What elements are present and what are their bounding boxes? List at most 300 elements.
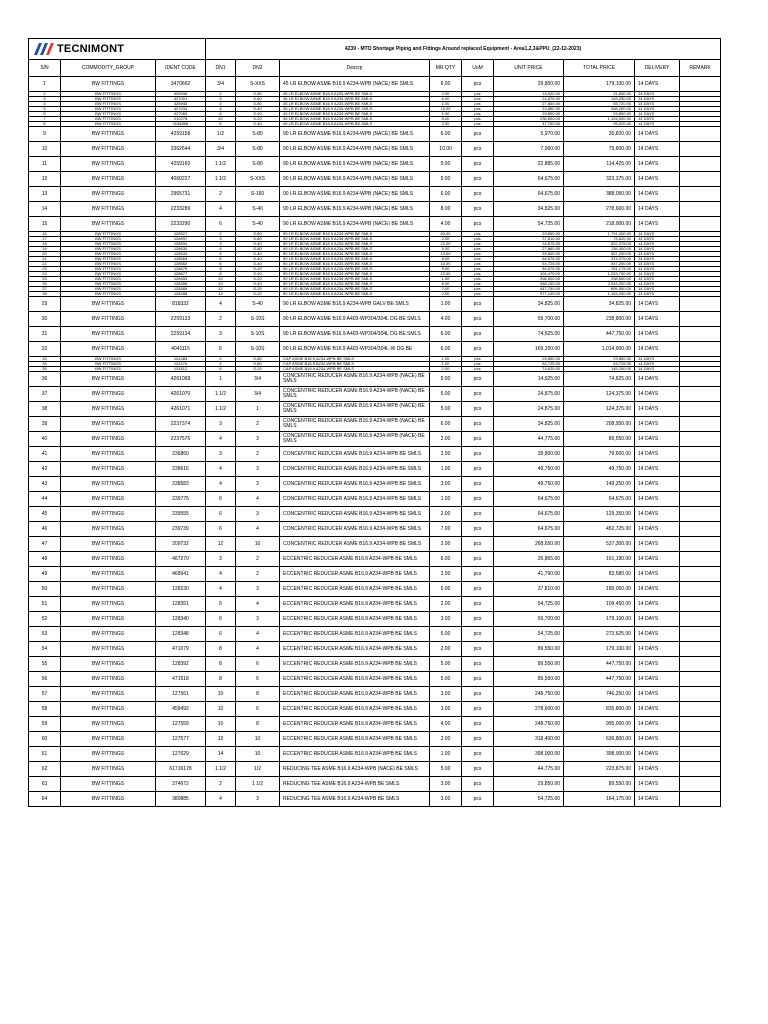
cell-delivery: 14 DAYS (635, 122, 680, 127)
cell-dn2: S-80 (236, 357, 280, 362)
cell-unit-price: 27,860.00 (494, 102, 564, 107)
cell-uom: pcs (462, 127, 494, 142)
col-header-unit-price: UNIT PRICE (494, 60, 564, 77)
table-row (29, 447, 721, 462)
cell-ident-code: 4060227 (156, 172, 206, 187)
cell-delivery: 14 DAYS (635, 642, 680, 657)
cell-delivery: 14 DAYS (635, 362, 680, 367)
cell-dn1: 4 (206, 582, 236, 597)
cell-description: 90 LR ELBOW ASME B16.9 A403-WP304/304L DG BE SMLS (280, 327, 430, 342)
cell-dn1: 10 (206, 117, 236, 122)
cell-mr-qty: 6.00 (430, 552, 462, 567)
cell-mr-qty: 6.00 (430, 342, 462, 357)
table-row (29, 702, 721, 717)
cell-uom: pcs (462, 297, 494, 312)
cell-description: 45 LR ELBOW ASME B16.9 A234-WPB BE SMLS (280, 112, 430, 117)
cell-remark (680, 657, 721, 672)
cell-mr-qty: 5.00 (430, 672, 462, 687)
cell-mr-qty: 5.00 (430, 762, 462, 777)
cell-total-price: 557,200.00 (564, 252, 635, 257)
cell-ident-code: 128230 (156, 582, 206, 597)
cell-sn: 63 (29, 777, 61, 792)
table-row (29, 687, 721, 702)
cell-delivery: 14 DAYS (635, 552, 680, 567)
col-header-ident-code: IDENT CODE (156, 60, 206, 77)
col-header-mr-qty: MR QTY (430, 60, 462, 77)
cell-total-price: 34,825.00 (564, 297, 635, 312)
cell-mr-qty: 2.00 (430, 447, 462, 462)
cell-delivery: 14 DAYS (635, 367, 680, 372)
cell-delivery: 14 DAYS (635, 157, 680, 172)
table-row (29, 627, 721, 642)
cell-ident-code: 2233289 (156, 202, 206, 217)
cell-commodity-group: BW FITTINGS (61, 612, 156, 627)
cell-description: 90 LR ELBOW ASME B16.9 A234-WPB BE SMLS (280, 292, 430, 297)
cell-uom: pcs (462, 172, 494, 187)
cell-mr-qty: 2.00 (430, 432, 462, 447)
cell-dn1: 8 (206, 642, 236, 657)
cell-total-price: 447,750.00 (564, 327, 635, 342)
cell-remark (680, 127, 721, 142)
cell-sn: 31 (29, 327, 61, 342)
cell-uom: pcs (462, 342, 494, 357)
cell-total-price: 161,190.00 (564, 552, 635, 567)
table-row (29, 217, 721, 232)
cell-delivery: 14 DAYS (635, 597, 680, 612)
cell-delivery: 14 DAYS (635, 77, 680, 92)
cell-unit-price: 29,850.00 (494, 112, 564, 117)
cell-description: CONCENTRIC REDUCER ASME B16.9 A234-WPB (NACE) BE SMLS (280, 417, 430, 432)
cell-description: ECCENTRIC REDUCER ASME B16.9 A234-WPB BE SMLS (280, 687, 430, 702)
cell-uom: pcs (462, 372, 494, 387)
cell-unit-price: 54,725.00 (494, 217, 564, 232)
cell-dn2: S-80 (236, 232, 280, 237)
cell-mr-qty: 2.00 (430, 642, 462, 657)
cell-delivery: 14 DAYS (635, 387, 680, 402)
cell-total-price: 1,791,000.00 (564, 232, 635, 237)
table-row (29, 567, 721, 582)
cell-dn1: 10 (206, 717, 236, 732)
cell-ident-code: 427001 (156, 97, 206, 102)
cell-dn1: 8 (206, 672, 236, 687)
cell-delivery: 14 DAYS (635, 142, 680, 157)
cell-mr-qty: 5.00 (430, 582, 462, 597)
cell-uom: pcs (462, 327, 494, 342)
cell-total-price: 238,800.00 (564, 312, 635, 327)
cell-commodity-group: BW FITTINGS (61, 417, 156, 432)
cell-uom: pcs (462, 552, 494, 567)
cell-uom: pcs (462, 277, 494, 282)
cell-commodity-group: BW FITTINGS (61, 217, 156, 232)
cell-ident-code: 128486 (156, 292, 206, 297)
table-row (29, 552, 721, 567)
cell-uom: pcs (462, 122, 494, 127)
cell-mr-qty: 5.00 (430, 247, 462, 252)
cell-total-price: 452,725.00 (564, 522, 635, 537)
cell-mr-qty: 5.00 (430, 257, 462, 262)
cell-mr-qty: 2.00 (430, 122, 462, 127)
cell-ident-code: 4261070 (156, 387, 206, 402)
cell-mr-qty: 1.00 (430, 492, 462, 507)
cell-commodity-group: BW FITTINGS (61, 357, 156, 362)
cell-remark (680, 447, 721, 462)
cell-uom: pcs (462, 367, 494, 372)
cell-mr-qty: 2.00 (430, 237, 462, 242)
cell-remark (680, 387, 721, 402)
cell-delivery: 14 DAYS (635, 272, 680, 277)
cell-sn: 64 (29, 792, 61, 807)
cell-delivery: 14 DAYS (635, 657, 680, 672)
cell-delivery: 14 DAYS (635, 252, 680, 257)
cell-unit-price: 14,925.00 (494, 372, 564, 387)
cell-unit-price: 104,475.00 (494, 272, 564, 277)
cell-commodity-group: BW FITTINGS (61, 157, 156, 172)
cell-sn: 62 (29, 762, 61, 777)
cell-description: REDUCING TEE ASME B16.9 A234-WPB (NACE) BE SMLS (280, 762, 430, 777)
cell-mr-qty: 6.00 (430, 187, 462, 202)
cell-remark (680, 792, 721, 807)
cell-commodity-group: BW FITTINGS (61, 477, 156, 492)
cell-ident-code: 127577 (156, 732, 206, 747)
cell-dn1: 3/4 (206, 142, 236, 157)
cell-dn2: 4 (236, 642, 280, 657)
cell-mr-qty: 1.00 (430, 277, 462, 282)
cell-description: 45 LR ELBOW ASME B16.9 A234-WPB (NACE) BE SMLS (280, 77, 430, 92)
cell-commodity-group: BW FITTINGS (61, 237, 156, 242)
cell-dn2: 3/4 (236, 387, 280, 402)
cell-description: 90 LR ELBOW ASME B16.9 A234-WPB (NACE) BE SMLS (280, 217, 430, 232)
cell-remark (680, 717, 721, 732)
cell-sn: 44 (29, 492, 61, 507)
cell-description: ECCENTRIC REDUCER ASME B16.9 A234-WPB BE SMLS (280, 582, 430, 597)
cell-ident-code: 2237374 (156, 417, 206, 432)
cell-uom: pcs (462, 747, 494, 762)
cell-dn1: 4 (206, 202, 236, 217)
cell-dn2: S-XXS (236, 172, 280, 187)
cell-sn: 17 (29, 237, 61, 242)
cell-dn2: 2 (236, 417, 280, 432)
cell-remark (680, 522, 721, 537)
cell-commodity-group: BW FITTINGS (61, 642, 156, 657)
cell-commodity-group: BW FITTINGS (61, 112, 156, 117)
cell-remark (680, 582, 721, 597)
cell-description: CONCENTRIC REDUCER ASME B16.9 A234-WPB BE SMLS (280, 477, 430, 492)
col-header-total-price: TOTAL PRICE (564, 60, 635, 77)
cell-mr-qty: 3.00 (430, 777, 462, 792)
cell-uom: pcs (462, 272, 494, 277)
cell-dn2: S-20 (236, 267, 280, 272)
cell-remark (680, 417, 721, 432)
cell-total-price: 31,840.00 (564, 92, 635, 97)
cell-description: 90 LR ELBOW ASME B16.9 A234-WPB BE SMLS (280, 257, 430, 262)
cell-unit-price: 37,810.00 (494, 582, 564, 597)
cell-ident-code: 2237576 (156, 432, 206, 447)
cell-dn1: 2 (206, 357, 236, 362)
cell-dn2: 8 (236, 687, 280, 702)
cell-ident-code: 128665 (156, 257, 206, 262)
cell-mr-qty: 1.00 (430, 747, 462, 762)
cell-dn2: 8 (236, 717, 280, 732)
cell-dn1: 10 (206, 687, 236, 702)
cell-total-price: 1,014,900.00 (564, 342, 635, 357)
cell-unit-price: 64,675.00 (494, 187, 564, 202)
cell-description: REDUCING TEE ASME B16.9 A234-WPB BE SMLS (280, 792, 430, 807)
cell-sn: 58 (29, 702, 61, 717)
cell-remark (680, 567, 721, 582)
cell-dn1: 12 (206, 287, 236, 292)
cell-commodity-group: BW FITTINGS (61, 792, 156, 807)
cell-sn: 52 (29, 612, 61, 627)
cell-ident-code: 209732 (156, 537, 206, 552)
cell-ident-code: 471079 (156, 642, 206, 657)
cell-unit-price: 368,150.00 (494, 282, 564, 287)
logo-cell (29, 39, 206, 60)
cell-commodity-group: BW FITTINGS (61, 362, 156, 367)
cell-dn2: 3 (236, 507, 280, 522)
cell-delivery: 14 DAYS (635, 312, 680, 327)
cell-sn: 26 (29, 282, 61, 287)
cell-delivery: 14 DAYS (635, 92, 680, 97)
cell-delivery: 14 DAYS (635, 672, 680, 687)
cell-total-price: 29,850.00 (564, 357, 635, 362)
cell-commodity-group: BW FITTINGS (61, 492, 156, 507)
cell-mr-qty: 5.00 (430, 157, 462, 172)
cell-sn: 59 (29, 717, 61, 732)
cell-dn2: S-20 (236, 117, 280, 122)
cell-mr-qty: 4.00 (430, 717, 462, 732)
cell-dn1: 4 (206, 477, 236, 492)
cell-delivery: 14 DAYS (635, 232, 680, 237)
cell-mr-qty: 9.00 (430, 267, 462, 272)
cell-uom: pcs (462, 402, 494, 417)
cell-sn: 14 (29, 202, 61, 217)
cell-total-price: 223,875.00 (564, 762, 635, 777)
cell-dn1: 2 (206, 312, 236, 327)
cell-description: CAP ASME B16.9 A234-WPB BE SMLS (280, 367, 430, 372)
cell-uom: pcs (462, 107, 494, 112)
cell-unit-price: 44,775.00 (494, 432, 564, 447)
cell-commodity-group: BW FITTINGS (61, 762, 156, 777)
table-row (29, 582, 721, 597)
cell-remark (680, 172, 721, 187)
cell-sn: 46 (29, 522, 61, 537)
cell-total-price: 2,945,200.00 (564, 282, 635, 287)
cell-dn2: S-20 (236, 292, 280, 297)
cell-commodity-group: BW FITTINGS (61, 127, 156, 142)
cell-dn2: S-160 (236, 187, 280, 202)
cell-total-price: 55,720.00 (564, 102, 635, 107)
cell-description: CAP ASME B16.9 A234-WPB BE SMLS (280, 357, 430, 362)
cell-dn2: 3 (236, 612, 280, 627)
cell-uom: pcs (462, 447, 494, 462)
cell-total-price: 323,375.00 (564, 257, 635, 262)
cell-mr-qty: 3.00 (430, 477, 462, 492)
cell-uom: pcs (462, 102, 494, 107)
header-row (29, 39, 721, 60)
cell-dn1: 6 (206, 627, 236, 642)
document-title: 4239 - MTO Shortage Piping and Fittings Around replaced Equipment - Area1,2,3&PPU_(22-12-2023) (206, 39, 721, 60)
cell-uom: pcs (462, 582, 494, 597)
cell-ident-code: 4041115 (156, 342, 206, 357)
cell-dn1: 6 (206, 492, 236, 507)
cell-dn1: 3 (206, 327, 236, 342)
table-row (29, 747, 721, 762)
cell-mr-qty: 3.00 (430, 612, 462, 627)
cell-mr-qty: 1.00 (430, 357, 462, 362)
cell-unit-price: 54,725.00 (494, 627, 564, 642)
cell-description: 90 LR ELBOW ASME B16.9 A234-WPB BE SMLS (280, 277, 430, 282)
cell-sn: 54 (29, 642, 61, 657)
cell-dn1: 4 (206, 432, 236, 447)
cell-description: 90 LR ELBOW ASME B16.9 A234-WPB BE SMLS (280, 262, 430, 267)
cell-commodity-group: BW FITTINGS (61, 582, 156, 597)
table-row (29, 642, 721, 657)
cell-ident-code: 128340 (156, 612, 206, 627)
cell-uom: pcs (462, 232, 494, 237)
cell-remark (680, 77, 721, 92)
cell-commodity-group: BW FITTINGS (61, 747, 156, 762)
cell-mr-qty: 2.00 (430, 597, 462, 612)
cell-total-price: 79,600.00 (564, 447, 635, 462)
cell-dn1: 4 (206, 247, 236, 252)
cell-unit-price: 64,675.00 (494, 507, 564, 522)
cell-ident-code: 124512 (156, 367, 206, 372)
cell-unit-price: 24,875.00 (494, 242, 564, 247)
cell-ident-code: 4259158 (156, 127, 206, 142)
cell-unit-price: 268,650.00 (494, 537, 564, 552)
cell-commodity-group: BW FITTINGS (61, 172, 156, 187)
cell-dn1: 3/4 (206, 77, 236, 92)
cell-mr-qty: 6.00 (430, 417, 462, 432)
cell-commodity-group: BW FITTINGS (61, 262, 156, 267)
cell-dn2: 3 (236, 432, 280, 447)
cell-mr-qty: 3.00 (430, 702, 462, 717)
cell-dn2: S-40 (236, 107, 280, 112)
cell-sn: 6 (29, 112, 61, 117)
cell-dn1: 6 (206, 217, 236, 232)
table-row (29, 202, 721, 217)
cell-mr-qty: 3.00 (430, 687, 462, 702)
cell-uom: pcs (462, 477, 494, 492)
cell-mr-qty: 2.00 (430, 287, 462, 292)
cell-total-price: 358,200.00 (564, 107, 635, 112)
cell-commodity-group: BW FITTINGS (61, 717, 156, 732)
cell-delivery: 14 DAYS (635, 582, 680, 597)
cell-ident-code: 236860 (156, 447, 206, 462)
cell-total-price: 522,375.00 (564, 242, 635, 247)
cell-delivery: 14 DAYS (635, 792, 680, 807)
cell-total-price: 64,675.00 (564, 492, 635, 507)
cell-total-price: 149,250.00 (564, 477, 635, 492)
cell-remark (680, 762, 721, 777)
table-row (29, 312, 721, 327)
cell-uom: pcs (462, 97, 494, 102)
cell-uom: pcs (462, 262, 494, 267)
cell-total-price: 29,850.00 (564, 112, 635, 117)
cell-unit-price: 34,825.00 (494, 202, 564, 217)
cell-dn2: S-40 (236, 282, 280, 287)
cell-description: 90 LR ELBOW ASME B16.9 A234-WPB GALV BE SMLS (280, 297, 430, 312)
cell-uom: pcs (462, 702, 494, 717)
cell-mr-qty: 2.00 (430, 367, 462, 372)
cell-description: ECCENTRIC REDUCER ASME B16.9 A234-WPB BE SMLS (280, 612, 430, 627)
cell-remark (680, 342, 721, 357)
cell-dn2: 3/4 (236, 372, 280, 387)
cell-description: CONCENTRIC REDUCER ASME B16.9 A234-WPB (NACE) BE SMLS (280, 402, 430, 417)
cell-dn2: 10 (236, 747, 280, 762)
cell-sn: 61 (29, 747, 61, 762)
col-header-uom: UoM (462, 60, 494, 77)
cell-ident-code: 128675 (156, 267, 206, 272)
cell-sn: 28 (29, 292, 61, 297)
cell-dn2: S-80 (236, 247, 280, 252)
cell-unit-price: 318,400.00 (494, 732, 564, 747)
cell-total-price: 1,154,200.00 (564, 292, 635, 297)
cell-remark (680, 432, 721, 447)
cell-unit-price: 41,790.00 (494, 567, 564, 582)
cell-dn2: S-20 (236, 277, 280, 282)
cell-delivery: 14 DAYS (635, 432, 680, 447)
cell-uom: pcs (462, 252, 494, 257)
cell-unit-price: 54,725.00 (494, 362, 564, 367)
cell-ident-code: 2259134 (156, 327, 206, 342)
cell-ident-code: 239775 (156, 492, 206, 507)
cell-uom: pcs (462, 157, 494, 172)
cell-ident-code: 426948 (156, 92, 206, 97)
cell-delivery: 14 DAYS (635, 507, 680, 522)
cell-dn2: 3 (236, 477, 280, 492)
cell-delivery: 14 DAYS (635, 702, 680, 717)
cell-commodity-group: BW FITTINGS (61, 687, 156, 702)
cell-dn2: S-80 (236, 142, 280, 157)
cell-sn: 29 (29, 297, 61, 312)
cell-commodity-group: BW FITTINGS (61, 202, 156, 217)
cell-dn2: 2 (236, 552, 280, 567)
cell-dn2: S-80 (236, 362, 280, 367)
cell-dn2: 2 (236, 447, 280, 462)
cell-uom: pcs (462, 247, 494, 252)
cell-mr-qty: 1.00 (430, 112, 462, 117)
cell-mr-qty: 1.00 (430, 362, 462, 367)
cell-description: ECCENTRIC REDUCER ASME B16.9 A234-WPB BE SMLS (280, 702, 430, 717)
cell-remark (680, 627, 721, 642)
cell-mr-qty: 6.00 (430, 127, 462, 142)
cell-unit-price: 278,600.00 (494, 702, 564, 717)
cell-delivery: 14 DAYS (635, 327, 680, 342)
cell-unit-price: 64,675.00 (494, 172, 564, 187)
cell-dn1: 10 (206, 277, 236, 282)
cell-description: CONCENTRIC REDUCER ASME B16.9 A234-WPB BE SMLS (280, 507, 430, 522)
cell-description: 90 LR ELBOW ASME B16.9 A234-WPB BE SMLS (280, 282, 430, 287)
cell-sn: 48 (29, 552, 61, 567)
col-header-descrp: Descrp (280, 60, 430, 77)
cell-commodity-group: BW FITTINGS (61, 657, 156, 672)
cell-sn: 36 (29, 372, 61, 387)
cell-dn1: 1 1/2 (206, 172, 236, 187)
cell-mr-qty: 5.00 (430, 627, 462, 642)
cell-dn1: 1 1/2 (206, 762, 236, 777)
cell-ident-code: 818332 (156, 297, 206, 312)
cell-description: CAP ASME B16.9 A234-WPB BE SMLS (280, 362, 430, 367)
table-row (29, 762, 721, 777)
cell-commodity-group: BW FITTINGS (61, 402, 156, 417)
cell-sn: 9 (29, 127, 61, 142)
cell-sn: 21 (29, 257, 61, 262)
table-row (29, 522, 721, 537)
cell-mr-qty: 60.00 (430, 232, 462, 237)
cell-description: CONCENTRIC REDUCER ASME B16.9 A234-WPB (NACE) BE SMLS (280, 372, 430, 387)
cell-uom: pcs (462, 492, 494, 507)
